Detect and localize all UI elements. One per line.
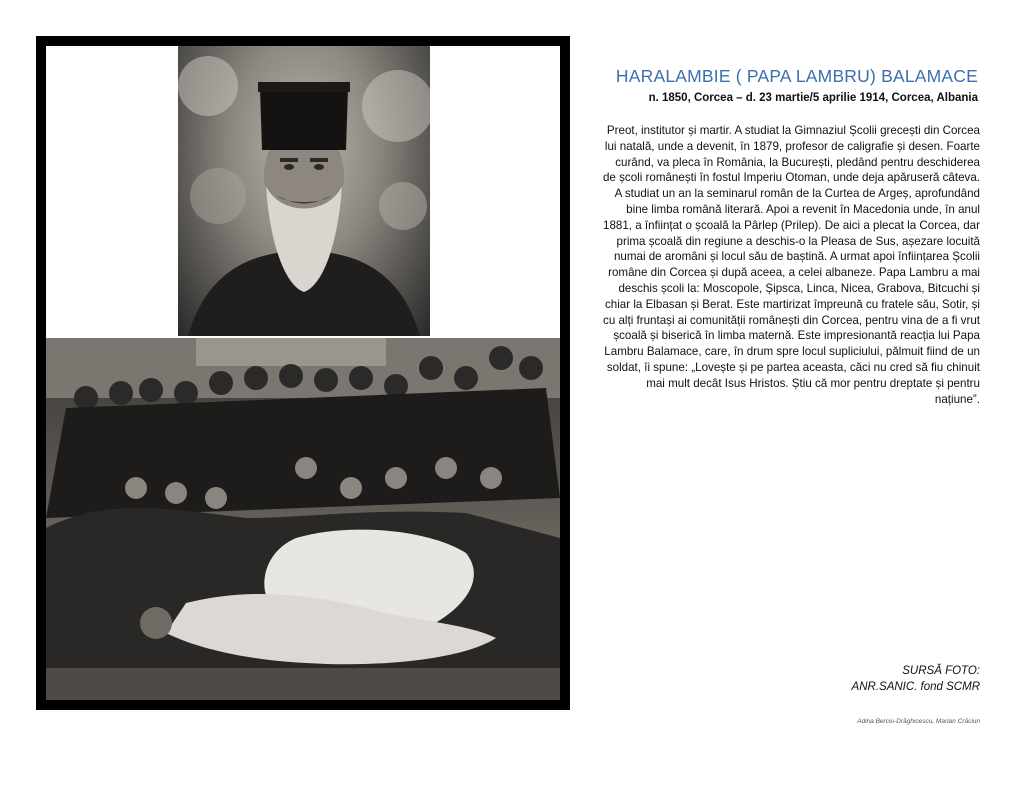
photo-frame xyxy=(36,36,570,710)
source-label: SURSĂ FOTO: xyxy=(902,665,980,677)
page-title: HARALAMBIE ( PAPA LAMBRU) BALAMACE xyxy=(615,66,978,86)
author-credit: Adina Berciu-Drăghicescu, Marian Crăciun xyxy=(857,718,980,725)
source-archive: ANR.SANIC. fond SCMR xyxy=(851,681,980,693)
biography-text: Preot, institutor și martir. A studiat la Gimnaziul Școlii grecești din Corcea lui natală, unde a devenit, în 1879, profesor de caligrafie și desen. Foarte curând, va pleca în România, la București, pledând pentru deschiderea de școli românești în fostul Imperiu Otoman, unde deja apăruseră câteva. A studiat un an la seminarul român de la Curtea de Argeș, aprofundând bine limba română literară. Apoi a revenit în Macedonia unde, în anul 1881, a înființat o școală la Pârlep (Prilep). De aici a plecat la Corcea, dar prima școală din regiune a deschis-o la Pleasa de Sus, așezare locuită numai de aromâni și locul său de baștină. A urmat apoi înființarea Școlii române din Corcea și după aceea, a celei albaneze. Papa Lambru a mai deschis școli la: Moscopole, Șipsca, Linca, Nicea, Grabova, Bitcuchi și chiar la Elbasan și Berat. Este martirizat împreună cu fratele său, Sotir, și cu alți fruntași ai comunității românești din Corcea, pentru vina de a fi vrut școală și biserică în limba maternă. Este impresionantă reacția lui Papa Lambru Balamace, care, în drum spre locul supliciului, pălmuit fiind de un soldat, îi spune: „Lovește și pe partea aceasta, căci nu cred să fiu chinuit mai mult decât Isus Hristos. Știu că mor pentru dreptate și pentru națiune”. xyxy=(602,124,980,406)
portrait-photo xyxy=(178,46,430,336)
photo-source xyxy=(852,663,980,695)
photo-area xyxy=(46,46,560,700)
life-dates: n. 1850, Corcea – d. 23 martie/5 aprilie 1914, Corcea, Albania xyxy=(648,92,978,104)
group-photo xyxy=(46,338,560,700)
header xyxy=(598,66,978,104)
